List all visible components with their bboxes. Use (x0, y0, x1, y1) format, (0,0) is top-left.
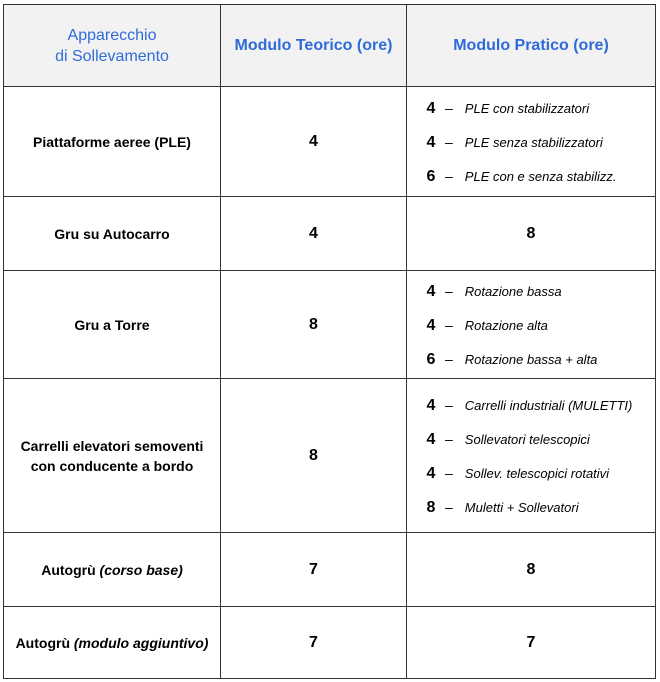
row-label: Gru a Torre (4, 271, 221, 379)
pratico-options (407, 87, 656, 197)
pratico-options (407, 271, 656, 379)
pratico-option: 8 – Muletti + Sollevatori (426, 498, 579, 516)
row-label: Carrelli elevatori semoventi con conducente a bordo (4, 379, 221, 533)
table-row (4, 197, 656, 271)
pratico-option: 4 – Sollevatori telescopici (426, 430, 590, 448)
teorico-hours: 8 (221, 379, 407, 533)
row-label: Piattaforme aeree (PLE) (4, 87, 221, 197)
pratico-option: 6 – PLE con e senza stabilizz. (426, 167, 617, 185)
header-modulo-teorico: Modulo Teorico (ore) (221, 5, 407, 87)
pratico-hours: 8 (407, 533, 656, 607)
pratico-option: 4 – Carrelli industriali (MULETTI) (426, 396, 633, 414)
header-apparecchio: Apparecchio di Sollevamento (4, 5, 221, 87)
header-modulo-pratico: Modulo Pratico (ore) (407, 5, 656, 87)
header-row (4, 5, 656, 87)
teorico-hours: 4 (221, 87, 407, 197)
table-row (4, 271, 656, 379)
pratico-option: 4 – Rotazione alta (426, 316, 548, 334)
pratico-hours: 8 (407, 197, 656, 271)
row-label: Autogrù (modulo aggiuntivo) (4, 607, 221, 679)
pratico-option: 4 – PLE senza stabilizzatori (426, 133, 603, 151)
pratico-option: 4 – Sollev. telescopici rotativi (426, 464, 610, 482)
teorico-hours: 8 (221, 271, 407, 379)
row-label: Autogrù (corso base) (4, 533, 221, 607)
table-row (4, 533, 656, 607)
table-row (4, 379, 656, 533)
row-label: Gru su Autocarro (4, 197, 221, 271)
pratico-options (407, 379, 656, 533)
pratico-hours: 7 (407, 607, 656, 679)
teorico-hours: 7 (221, 533, 407, 607)
course-hours-table (3, 4, 656, 679)
teorico-hours: 7 (221, 607, 407, 679)
pratico-option: 6 – Rotazione bassa + alta (426, 350, 598, 368)
pratico-option: 4 – PLE con stabilizzatori (426, 99, 590, 117)
teorico-hours: 4 (221, 197, 407, 271)
pratico-option: 4 – Rotazione bassa (426, 282, 562, 300)
table-row (4, 87, 656, 197)
table-row (4, 607, 656, 679)
